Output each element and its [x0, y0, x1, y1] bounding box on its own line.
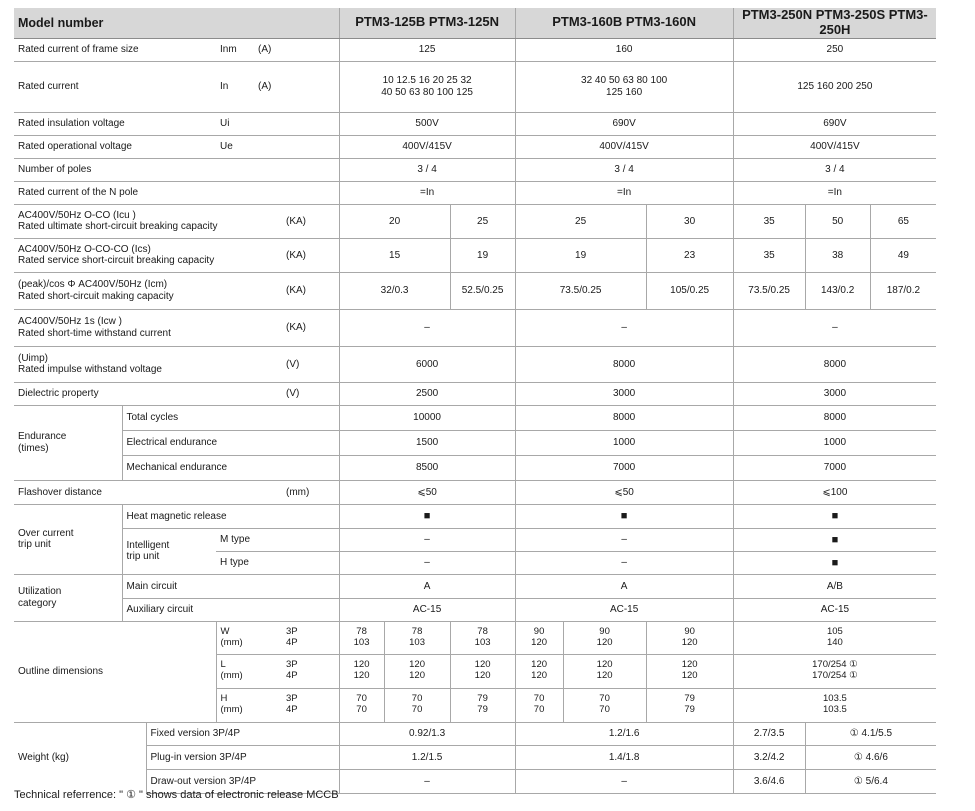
value-line: 70 [356, 693, 367, 705]
value-125: 10000 [339, 405, 515, 430]
value-160 [646, 654, 733, 688]
value-line: 103.5 [823, 693, 847, 705]
value-line: 79 [684, 693, 695, 705]
technical-footnote: Technical referrence: " ① " shows data of electronic release MCCB [14, 789, 339, 801]
value-line: 120 [409, 659, 425, 671]
value-line: 78 [356, 625, 367, 637]
value-160: – [515, 551, 733, 574]
value-250: 400V/415V [733, 135, 936, 158]
label-line: Utilization [18, 586, 62, 598]
value-250-electronic: ① 5/6.4 [805, 769, 936, 793]
filled-square-icon: ■ [733, 528, 936, 551]
filled-square-icon: ■ [733, 504, 936, 528]
value-line: 120 [531, 636, 548, 648]
filled-square-icon: ■ [339, 504, 515, 528]
value-250: 1000 [733, 430, 936, 455]
row-label: Rated current of the N pole [14, 181, 339, 204]
row-symbol: Ue [216, 135, 339, 158]
value-line: 78 [411, 625, 423, 637]
dim-label [216, 621, 282, 654]
sub-label: Fixed version 3P/4P [146, 722, 339, 745]
row-label: Dielectric property [14, 382, 282, 405]
value-160: – [515, 528, 733, 551]
value-160: 8000 [515, 346, 733, 382]
value-125 [339, 61, 515, 112]
value-160: 8000 [515, 405, 733, 430]
value-160: 1.2/1.6 [515, 722, 733, 745]
value-250h: 65 [870, 204, 936, 238]
value-250n: 35 [733, 204, 805, 238]
value-250: 125 160 200 250 [733, 61, 936, 112]
row-label [14, 238, 282, 272]
ics-row [14, 238, 936, 272]
pole-4p: 4P [286, 704, 298, 716]
value-line: 120 [353, 670, 370, 682]
value-160 [646, 688, 733, 722]
value-250: 8000 [733, 346, 936, 382]
row-unit: (KA) [282, 204, 339, 238]
value-250: 8000 [733, 405, 936, 430]
dielectric-row [14, 382, 936, 405]
value-line: 103 [353, 636, 370, 648]
weight-label: Weight (kg) [18, 752, 69, 764]
value-125: 1500 [339, 430, 515, 455]
value-line: 79 [477, 704, 488, 716]
value-line: 103 [474, 636, 491, 648]
pole-label [282, 688, 339, 722]
row-symbol: Ui [216, 112, 339, 135]
value-125n: 25 [450, 204, 515, 238]
value-line: 120 [596, 659, 613, 671]
filled-square-icon: ■ [733, 551, 936, 574]
value-125: – [339, 769, 515, 793]
row-unit: (mm) [282, 480, 339, 504]
value-line: 105 [826, 625, 843, 637]
operational-voltage-row [14, 135, 936, 158]
header-row [14, 8, 936, 38]
icm-row [14, 272, 936, 309]
value-250n: 73.5/0.25 [733, 272, 805, 309]
intelligent-trip-label [122, 528, 216, 574]
row-label: Rated operational voltage [14, 135, 216, 158]
row-unit: (KA) [282, 272, 339, 309]
poles-row [14, 158, 936, 181]
value-250: 3000 [733, 382, 936, 405]
value-125: ⩽50 [339, 480, 515, 504]
pole-4p: 4P [286, 670, 298, 682]
value-125b: 15 [339, 238, 450, 272]
utilization-label [14, 574, 122, 621]
row-label: Flashover distance [14, 480, 282, 504]
value-250s: 143/0.2 [805, 272, 870, 309]
value-160n: 105/0.25 [646, 272, 733, 309]
outline-w-row [14, 621, 936, 654]
sub-label: Main circuit [122, 574, 339, 598]
icw-row [14, 309, 936, 346]
value-250: 690V [733, 112, 936, 135]
value-line: 32 40 50 63 80 100 [581, 75, 668, 87]
label-line: Intelligent [126, 539, 170, 551]
value-line: 70 [599, 704, 610, 716]
row-label [14, 346, 282, 382]
row-label [14, 272, 282, 309]
value-250: 250 [733, 38, 936, 61]
value-250: ⩽100 [733, 480, 936, 504]
value-250s: 38 [805, 238, 870, 272]
value-160: 1000 [515, 430, 733, 455]
sub-label: Heat magnetic release [122, 504, 339, 528]
value-125: – [339, 551, 515, 574]
dim-label [216, 688, 282, 722]
value-125: A [339, 574, 515, 598]
pole-3p: 3P [286, 693, 298, 705]
value-160 [515, 61, 733, 112]
row-label: Rated current [14, 61, 216, 112]
value-line: 120 [596, 670, 613, 682]
value-125 [450, 654, 515, 688]
flashover-row [14, 480, 936, 504]
label-line: (peak)/cos Φ AC400V/50Hz (Icm) [18, 279, 168, 291]
row-label: Rated insulation voltage [14, 112, 216, 135]
value-250: 7000 [733, 455, 936, 480]
value-160: 690V [515, 112, 733, 135]
value-line: 120 [681, 636, 698, 648]
value-160: 400V/415V [515, 135, 733, 158]
pole-3p: 3P [286, 659, 298, 671]
label-line: Endurance [18, 431, 67, 443]
value-250h: 49 [870, 238, 936, 272]
value-125b: 20 [339, 204, 450, 238]
value-250 [733, 688, 936, 722]
dim-name: W [220, 625, 230, 637]
row-label: Rated current of frame size [14, 38, 216, 61]
value-line: 103.5 [823, 704, 847, 716]
value-160 [563, 621, 646, 654]
value-125 [384, 688, 450, 722]
value-160: 3 / 4 [515, 158, 733, 181]
value-line: 120 [681, 659, 698, 671]
value-160 [563, 654, 646, 688]
row-unit: (A) [254, 38, 339, 61]
pole-3p: 3P [286, 625, 298, 637]
value-160 [563, 688, 646, 722]
value-line: 120 [596, 636, 613, 648]
label-line: Over current [18, 527, 74, 539]
row-unit: (V) [282, 382, 339, 405]
value-250: AC-15 [733, 598, 936, 621]
label-line: (times) [18, 442, 49, 454]
value-line: 120 [409, 670, 425, 682]
dim-unit: (mm) [220, 670, 243, 682]
pole-4p: 4P [286, 636, 298, 648]
value-125 [339, 688, 384, 722]
dim-name: H [220, 693, 228, 705]
value-125: 125 [339, 38, 515, 61]
uimp-row [14, 346, 936, 382]
value-160b: 25 [515, 204, 646, 238]
value-line: 170/254 ① [812, 659, 858, 671]
row-label [14, 309, 282, 346]
value-line: 70 [411, 693, 423, 705]
icu-row [14, 204, 936, 238]
value-250h: 187/0.2 [870, 272, 936, 309]
value-250: =In [733, 181, 936, 204]
value-line: 70 [599, 693, 610, 705]
value-160 [515, 621, 563, 654]
sub-label: Auxiliary circuit [122, 598, 339, 621]
value-line: 90 [684, 625, 695, 637]
value-125: AC-15 [339, 598, 515, 621]
label-line: trip unit [18, 539, 51, 551]
label-line: trip unit [126, 551, 160, 563]
value-160: 1.4/1.8 [515, 745, 733, 769]
label-line: Rated short-circuit making capacity [18, 290, 174, 302]
frame-current-row [14, 38, 936, 61]
value-125: 3 / 4 [339, 158, 515, 181]
value-125: 1.2/1.5 [339, 745, 515, 769]
label-line: Rated impulse withstand voltage [18, 364, 162, 376]
value-250-electronic: ① 4.1/5.5 [805, 722, 936, 745]
value-250s: 50 [805, 204, 870, 238]
value-160: 7000 [515, 455, 733, 480]
sub-label: M type [216, 528, 339, 551]
value-160b: 73.5/0.25 [515, 272, 646, 309]
value-line: 70 [533, 693, 545, 705]
pole-label [282, 654, 339, 688]
sub-label: Mechanical endurance [122, 455, 339, 480]
value-125 [450, 621, 515, 654]
value-250-electronic: ① 4.6/6 [805, 745, 936, 769]
value-125 [339, 654, 384, 688]
value-line: 170/254 ① [812, 670, 858, 682]
value-250-thermal: 2.7/3.5 [733, 722, 805, 745]
insulation-voltage-row [14, 112, 936, 135]
value-125: 8500 [339, 455, 515, 480]
value-line: 70 [533, 704, 545, 716]
value-160 [646, 621, 733, 654]
label-line: AC400V/50Hz 1s (Icw ) [18, 316, 122, 328]
value-line: 125 160 [606, 86, 643, 98]
dim-name: L [220, 659, 226, 671]
row-symbol: Inm [216, 38, 254, 61]
model-160-header: PTM3-160B PTM3-160N [515, 8, 733, 38]
value-250: – [733, 309, 936, 346]
value-160: – [515, 309, 733, 346]
value-line: 90 [599, 625, 610, 637]
value-160: 160 [515, 38, 733, 61]
value-250 [733, 621, 936, 654]
value-line: 70 [411, 704, 423, 716]
value-line: 120 [681, 670, 698, 682]
label-line: Rated short-time withstand current [18, 327, 171, 339]
row-unit: (KA) [282, 238, 339, 272]
value-125: 2500 [339, 382, 515, 405]
value-line: 40 50 63 80 100 125 [381, 86, 473, 98]
value-125 [339, 621, 384, 654]
model-125-header: PTM3-125B PTM3-125N [339, 8, 515, 38]
n-pole-row [14, 181, 936, 204]
value-line: 120 [531, 670, 548, 682]
endurance-row [14, 405, 936, 430]
outline-label: Outline dimensions [14, 621, 216, 722]
pole-label [282, 621, 339, 654]
label-line: AC400V/50Hz O-CO (Icu ) [18, 209, 136, 221]
sub-label: Total cycles [122, 405, 339, 430]
endurance-label [14, 405, 122, 480]
value-line: 70 [356, 704, 367, 716]
label-line: Rated service short-circuit breaking capacity [18, 255, 215, 267]
value-250: A/B [733, 574, 936, 598]
spec-table [14, 8, 936, 794]
value-125 [384, 621, 450, 654]
value-160: A [515, 574, 733, 598]
value-250: 3 / 4 [733, 158, 936, 181]
value-125 [384, 654, 450, 688]
value-160 [515, 654, 563, 688]
row-symbol: In [216, 61, 254, 112]
value-250 [733, 654, 936, 688]
value-160 [515, 688, 563, 722]
value-125: =In [339, 181, 515, 204]
value-line: 79 [684, 704, 695, 716]
value-line: 120 [353, 659, 370, 671]
sub-label: Electrical endurance [122, 430, 339, 455]
model-250-header: PTM3-250N PTM3-250S PTM3-250H [733, 8, 936, 38]
utilization-row [14, 598, 936, 621]
label-line: category [18, 597, 57, 609]
trip-unit-row [14, 504, 936, 528]
utilization-row [14, 574, 936, 598]
sub-label: H type [216, 551, 339, 574]
value-line: 79 [477, 693, 488, 705]
value-125: – [339, 528, 515, 551]
value-125: 500V [339, 112, 515, 135]
value-160n: 30 [646, 204, 733, 238]
value-line: 120 [474, 670, 491, 682]
label-line: (Uimp) [18, 352, 48, 364]
value-125: 400V/415V [339, 135, 515, 158]
value-line: 10 12.5 16 20 25 32 [382, 75, 472, 87]
value-125: – [339, 309, 515, 346]
value-125: 6000 [339, 346, 515, 382]
value-line: 90 [533, 625, 545, 637]
weight-row [14, 745, 936, 769]
row-unit: (KA) [282, 309, 339, 346]
row-unit: (A) [254, 61, 339, 112]
value-160: – [515, 769, 733, 793]
value-250-thermal: 3.2/4.2 [733, 745, 805, 769]
trip-unit-label [14, 504, 122, 574]
dim-unit: (mm) [220, 636, 243, 648]
value-160b: 19 [515, 238, 646, 272]
label-line: Rated ultimate short-circuit breaking capacity [18, 221, 218, 233]
dim-unit: (mm) [220, 704, 243, 716]
value-line: 120 [531, 659, 548, 671]
endurance-row [14, 455, 936, 480]
filled-square-icon: ■ [515, 504, 733, 528]
value-125 [450, 688, 515, 722]
value-line: 120 [474, 659, 491, 671]
sub-label: Plug-in version 3P/4P [146, 745, 339, 769]
row-label: Number of poles [14, 158, 339, 181]
value-line: 140 [826, 636, 843, 648]
model-number-label: Model number [14, 8, 339, 38]
label-line: AC400V/50Hz O-CO-CO (Ics) [18, 243, 151, 255]
value-line: 103 [409, 636, 425, 648]
value-125n: 19 [450, 238, 515, 272]
endurance-row [14, 430, 936, 455]
value-250n: 35 [733, 238, 805, 272]
value-160: ⩽50 [515, 480, 733, 504]
trip-unit-row [14, 528, 936, 551]
value-125: 0.92/1.3 [339, 722, 515, 745]
value-160: AC-15 [515, 598, 733, 621]
row-unit: (V) [282, 346, 339, 382]
rated-current-row [14, 61, 936, 112]
value-160: 3000 [515, 382, 733, 405]
weight-row [14, 722, 936, 745]
value-250-thermal: 3.6/4.6 [733, 769, 805, 793]
dim-label [216, 654, 282, 688]
value-line: 78 [477, 625, 488, 637]
value-125b: 32/0.3 [339, 272, 450, 309]
value-160: =In [515, 181, 733, 204]
value-125n: 52.5/0.25 [450, 272, 515, 309]
value-160n: 23 [646, 238, 733, 272]
sub-label: Draw-out version 3P/4P [146, 769, 339, 793]
row-label [14, 204, 282, 238]
